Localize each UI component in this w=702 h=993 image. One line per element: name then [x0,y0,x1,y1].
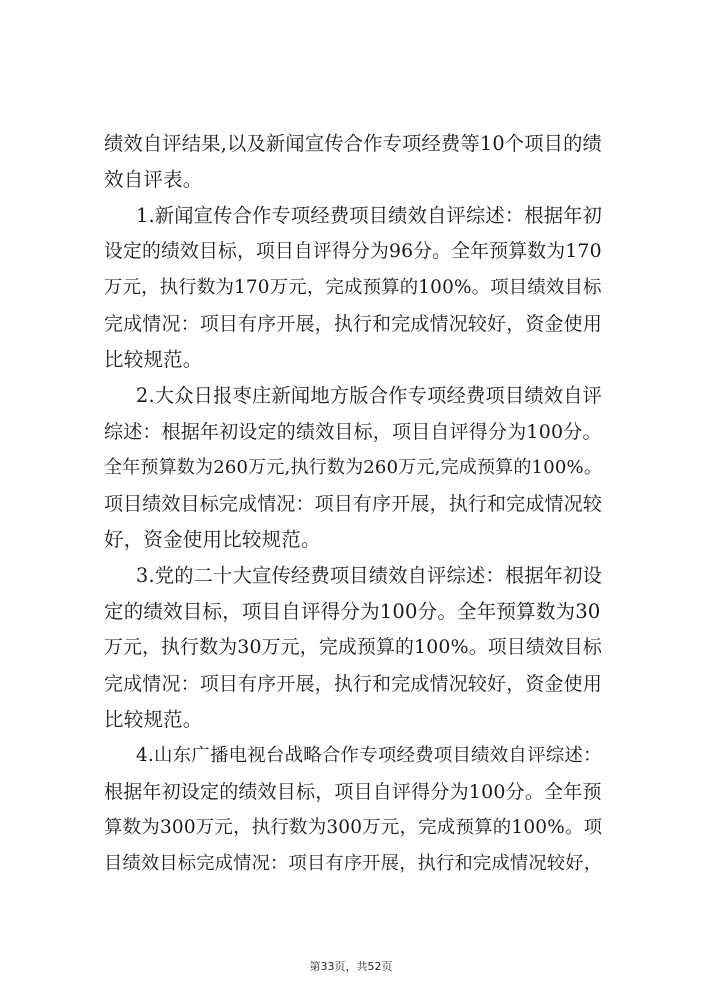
body-line: 完成情况：项目有序开展，执行和完成情况较好，资金使用 [104,673,602,695]
body-line: 全年预算数为260万元,执行数为260万元,完成预算的100%。 [104,457,603,478]
body-line: 项目绩效目标完成情况：项目有序开展，执行和完成情况较 [104,493,602,515]
body-line: 比较规范。 [104,348,203,371]
body-line: 效自评表。 [104,168,203,191]
body-line: 设定的绩效目标，项目自评得分为96分。全年预算数为170 [104,241,602,262]
page-number-footer: 第33页，共52页 [309,960,393,973]
paragraph-2-heading: 2.大众日报枣庄新闻地方版合作专项经费项目绩效自评 [136,384,603,407]
body-line: 定的绩效目标，项目自评得分为100分。全年预算数为30 [104,600,601,623]
body-line: 算数为300万元，执行数为300万元，完成预算的100%。项 [104,817,603,838]
body-line: 绩效自评结果,以及新闻宣传合作专项经费等10个项目的绩 [104,132,603,155]
paragraph-3-heading: 3.党的二十大宣传经费项目绩效自评综述：根据年初设 [136,564,603,587]
body-line: 综述：根据年初设定的绩效目标，项目自评得分为100分。 [104,421,602,443]
body-line: 根据年初设定的绩效目标，项目自评得分为100分。全年预 [104,781,602,803]
body-line: 万元，执行数为170万元，完成预算的100%。项目绩效目标 [104,277,602,298]
paragraph-1-heading: 1.新闻宣传合作专项经费项目绩效自评综述：根据年初 [136,204,603,227]
body-line: 万元，执行数为30万元，完成预算的100%。项目绩效目标 [104,637,603,658]
body-line: 好，资金使用比较规范。 [104,528,321,551]
body-line: 完成情况：项目有序开展，执行和完成情况较好，资金使用 [104,313,602,335]
paragraph-4-heading: 4.山东广播电视台战略合作专项经费项目绩效自评综述： [136,745,602,766]
body-line: 比较规范。 [104,708,203,731]
body-line: 目绩效目标完成情况：项目有序开展，执行和完成情况较好， [104,853,603,874]
